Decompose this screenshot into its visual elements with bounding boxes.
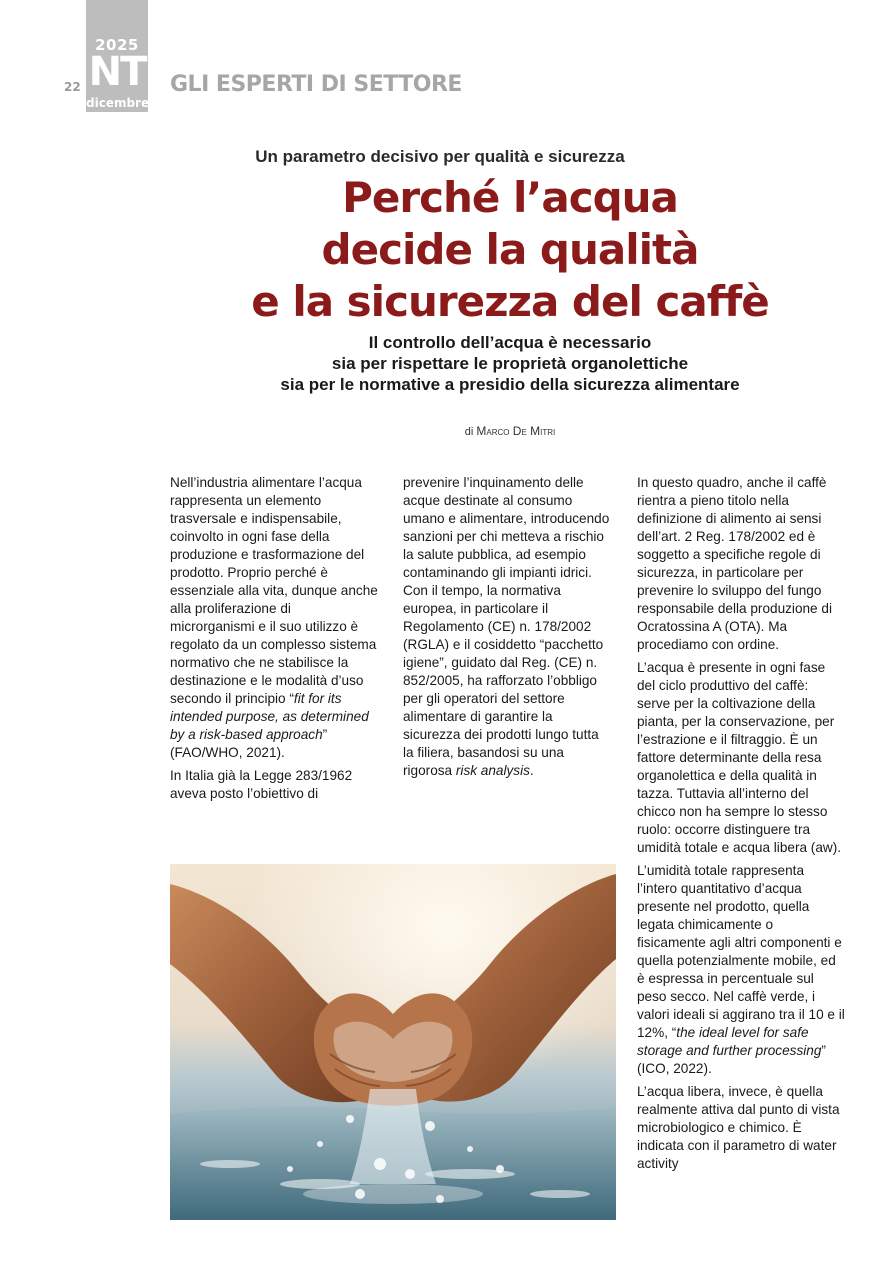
subtitle-line: sia per le normative a presidio della sicurezza alimentare (280, 375, 740, 394)
paragraph: L’umidità totale rappresenta l’intero quantitativo d’acqua presente nel prodotto, quella legata chimicamente o fisicamente agli altri componenti e quella potenzialmente mobile, ed è espressa in percentuale sul peso secco. Nel caffè verde, i valori ideali si aggirano tra il 10 e il 12%, “the ideal level for safe storage and further processing” (ICO, 2022). (637, 863, 845, 1076)
article-kicker: Un parametro decisivo per qualità e sicurezza (255, 147, 625, 166)
title-line: e la sicurezza del caffè (251, 277, 769, 326)
issue-month: dicembre (86, 96, 150, 110)
cupped-hands-water-photo (170, 864, 616, 1220)
magazine-logo: NT (88, 49, 146, 95)
paragraph: L’acqua libera, invece, è quella realmente attiva dal punto di vista microbiologico e chimico. È indicata con il parametro di water activity (637, 1084, 840, 1171)
paragraph: L’acqua è presente in ogni fase del ciclo produttivo del caffè: serve per la coltivazione della pianta, per la conservazione, per l’estrazione e il filtraggio. È un fattore determinante della resa organolettica e della qualità in tazza. Tuttavia all’interno del chicco non ha sempre lo stesso ruolo: occorre distinguere tra umidità totale e acqua libera (aw). (637, 660, 842, 855)
section-title: GLI ESPERTI DI SETTORE (170, 72, 462, 97)
paragraph: In questo quadro, anche il caffè rientra a pieno titolo nella definizione di alimento ai sensi dell’art. 2 Reg. 178/2002 ed è soggetto a specifiche regole di sicurezza, in particolare per prevenire lo sviluppo del fungo responsabile della produzione di Ocratossina A (OTA). Ma procediamo con ordine. (637, 475, 832, 652)
subtitle-line: Il controllo dell’acqua è necessario (368, 333, 652, 352)
title-line: Perché l’acqua (342, 173, 678, 222)
body-column-2 (403, 474, 611, 785)
byline (170, 424, 850, 438)
paragraph: Nell’industria alimentare l’acqua rappresenta un elemento trasversale e indispensabile, coinvolto in ogni fase della produzione e trasformazione del prodotto. Proprio perché è essenziale alla vita, dunque anche alla proliferazione di microrganismi e il suo utilizzo è regolato da un complesso sistema normativo che ne stabilisce la destinazione e le modalità d’uso secondo il principio “fit for its intended purpose, as determined by a risk-based approach” (FAO/WHO, 2021). (170, 475, 378, 760)
subtitle-line: sia per rispettare le proprietà organolettiche (331, 354, 689, 373)
byline-prefix: di (464, 426, 474, 438)
article-title (170, 172, 850, 328)
paragraph: prevenire l’inquinamento delle acque destinate al consumo umano e alimentare, introducendo sanzioni per chi metteva a rischio la salute pubblica, ad esempio contaminando gli impianti idrici. Con il tempo, la normativa europea, in particolare il Regolamento (CE) n. 178/2002 (RGLA) e il cosiddetto “pacchetto igiene”, guidato dal Reg. (CE) n. 852/2005, ha rafforzato l’obbligo per gli operatori del settore alimentare di garantire la sicurezza dei prodotti lungo tutta la filiera, basandosi su una rigorosa risk analysis. (403, 475, 610, 778)
body-column-1 (170, 474, 378, 808)
body-column-3 (637, 474, 845, 1178)
page-number: 22 (64, 80, 81, 94)
magazine-logo-block (86, 0, 148, 112)
title-line: decide la qualità (321, 225, 699, 274)
author-name: Marco De Mitri (476, 424, 556, 438)
paragraph: In Italia già la Legge 283/1962 aveva posto l’obiettivo di (170, 768, 353, 801)
article-subtitle (170, 332, 850, 395)
issue-year: 2025 (95, 36, 139, 54)
